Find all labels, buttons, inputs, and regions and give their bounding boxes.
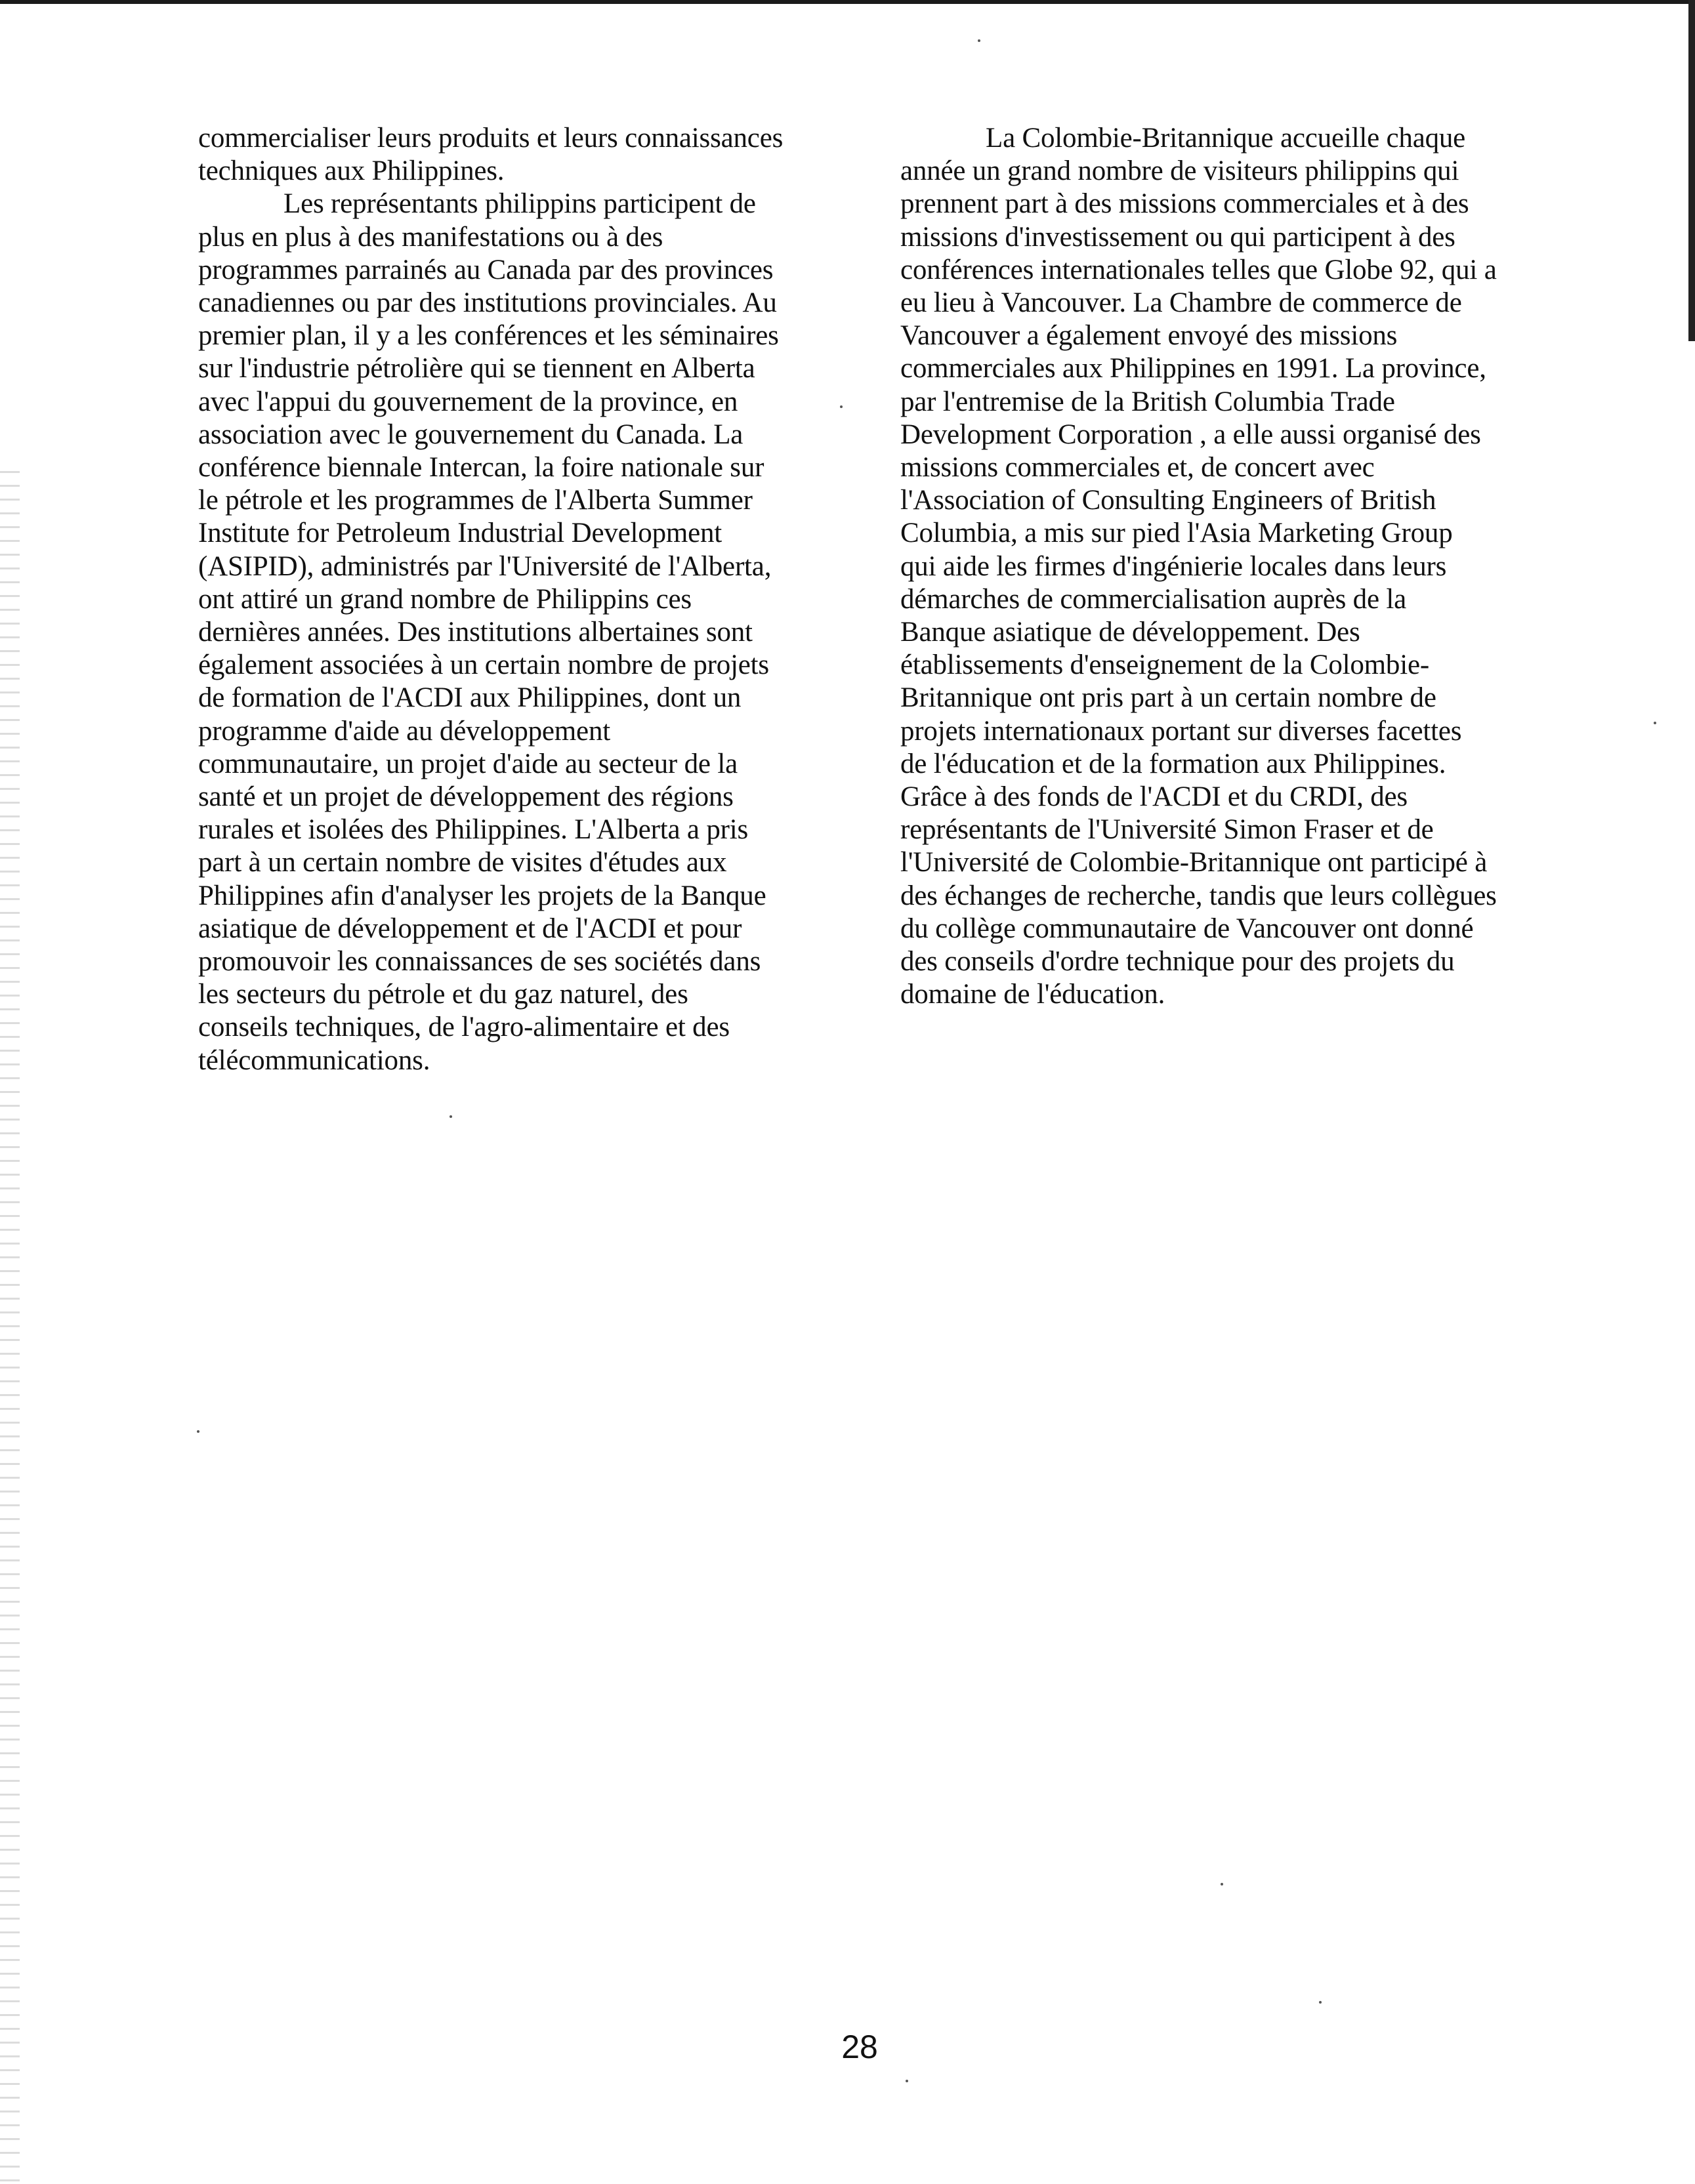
scan-speck — [906, 2080, 908, 2082]
scan-speck — [450, 1115, 452, 1118]
scan-speck — [1221, 1883, 1223, 1885]
left-text-column — [198, 122, 854, 1077]
body-paragraph: La Colombie-Britannique accueille chaque année un grand nombre de visiteurs philippins qui prennent part à des missions commerciales et à des missions d'investissement ou qui participent à des conférences internationales telles que Globe 92, qui a eu lieu à Vancouver. La Chambre de commerce de Vancouver a également envoyé des missions commerciales aux Philippines en 1991. La province, par l'entremise de la British Columbia Trade Development Corporation , a elle aussi organisé des missions commerciales et, de concert avec l'Association of Consulting Engineers of British Columbia, a mis sur pied l'Asia Marketing Group qui aide les firmes d'ingénierie locales dans leurs démarches de commercialisation auprès de la Banque asiatique de développement. Des établissements d'enseignement de la Colombie- Britannique ont pris part à un certain nombre de projets internationaux portant sur diverses facettes de l'éducation et de la formation aux Philippines. Grâce à des fonds de l'ACDI et du CRDI, des représentants de l'Université Simon Fraser et de l'Université de Colombie-Britannique ont participé à des échanges de recherche, tandis que leurs collègues du collège communautaire de Vancouver ont donné des conseils d'ordre technique pour des projets du domaine de l'éducation. — [900, 123, 1497, 1010]
scan-left-edge — [0, 459, 20, 2184]
scan-top-border — [0, 0, 1695, 4]
scan-speck — [978, 39, 980, 42]
page-number: 28 — [841, 2029, 878, 2065]
body-paragraph: Les représentants philippins participent de plus en plus à des manifestations ou à des programmes parrainés au Canada par des provinces canadiennes ou par des institutions provinciales. Au premier plan, il y a les conférences et les séminaires sur l'industrie pétrolière qui se tiennent en Alberta avec l'appui du gouvernement de la province, en association avec le gouvernement du Canada. La conférence biennale Intercan, la foire nationale sur le pétrole et les programmes de l'Alberta Summer Institute for Petroleum Industrial Development (ASIPID), administrés par l'Université de l'Alberta, ont attiré un grand nombre de Philippins ces dernières années. Des institutions albertaines sont également associées à un certain nombre de projets de formation de l'ACDI aux Philippines, dont un programme d'aide au développement communautaire, un projet d'aide au secteur de la santé et un projet de développement des régions rurales et isolées des Philippines. L'Alberta a pris part à un certain nombre de visites d'études aux Philippines afin d'analyser les projets de la Banque asiatique de développement et de l'ACDI et pour promouvoir les connaissances de ses sociétés dans les secteurs du pétrole et du gaz naturel, des conseils techniques, de l'agro-alimentaire et des télécommunications. — [198, 188, 779, 1076]
scan-speck — [197, 1430, 199, 1433]
body-paragraph: commercialiser leurs produits et leurs connaissances techniques aux Philippines. — [198, 123, 784, 187]
scan-speck — [1319, 2001, 1322, 2004]
scan-right-border — [1688, 0, 1695, 341]
scan-speck — [1654, 722, 1656, 724]
right-text-column — [900, 122, 1560, 1011]
